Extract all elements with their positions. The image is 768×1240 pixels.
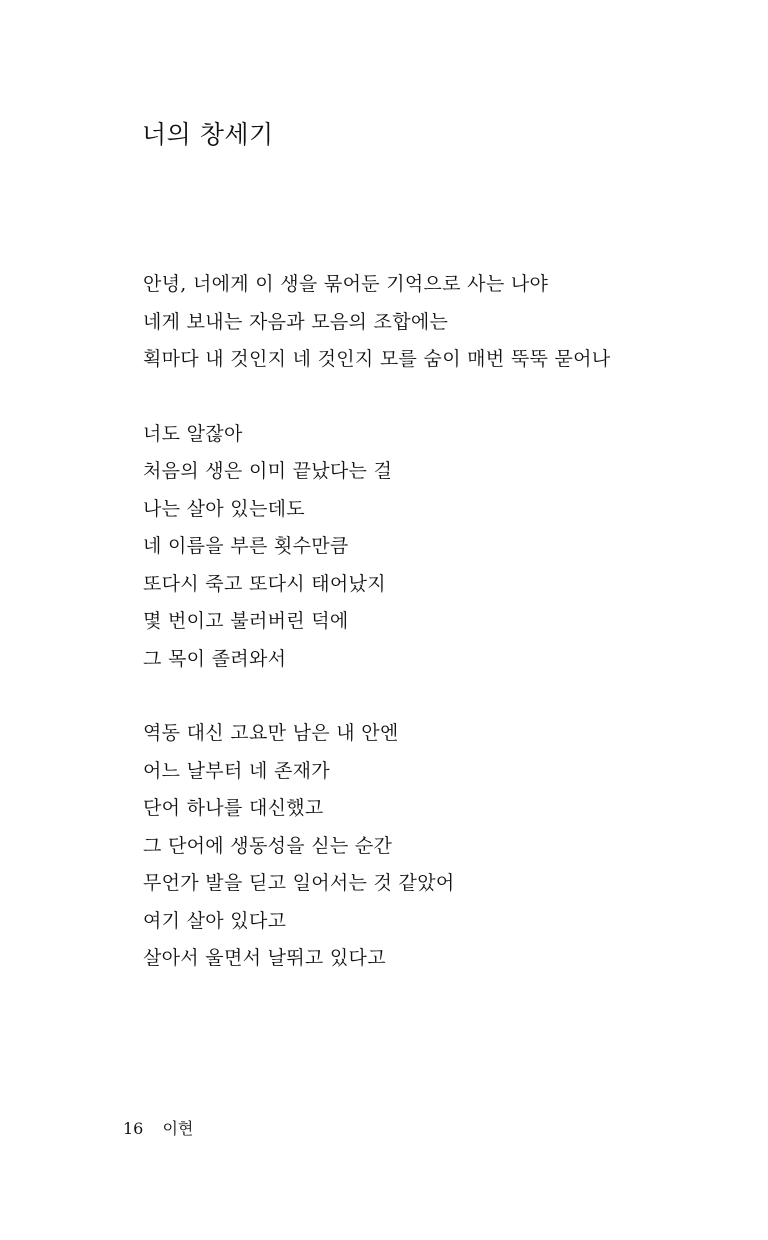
- poem-line: 몇 번이고 불러버린 덕에: [143, 610, 349, 632]
- poem-line: 역동 대신 고요만 남은 내 안엔: [143, 722, 399, 744]
- poem-line: 어느 날부터 네 존재가: [143, 759, 330, 782]
- poem-body: [143, 266, 743, 1015]
- poem-line: 단어 하나를 대신했고: [143, 797, 324, 819]
- poem-line: 그 단어에 생동성을 싣는 순간: [143, 834, 393, 857]
- poem-line: 네 이름을 부른 횟수만큼: [143, 535, 349, 557]
- stanza-3: [143, 715, 743, 978]
- page-number: 16: [123, 1119, 144, 1138]
- poem-line: 네게 보내는 자음과 모음의 조합에는: [143, 310, 449, 333]
- poem-line: 획마다 내 것인지 네 것인지 모를 숨이 매번 뚝뚝 묻어나: [143, 348, 611, 370]
- poem-line: 무언가 발을 딛고 일어서는 것 같았어: [143, 872, 455, 894]
- poem-line: 너도 알잖아: [143, 422, 243, 445]
- poem-line: 여기 살아 있다고: [143, 909, 287, 932]
- stanza-2: [143, 416, 743, 679]
- poem-line: 살아서 울면서 날뛰고 있다고: [143, 947, 386, 969]
- page-footer: [123, 1117, 193, 1141]
- poem-line: 처음의 생은 이미 끝났다는 걸: [143, 460, 393, 482]
- stanza-1: [143, 266, 743, 379]
- poem-title: 너의 창세기: [142, 120, 274, 149]
- poem-line: 나는 살아 있는데도: [143, 497, 305, 520]
- poem-line: 또다시 죽고 또다시 태어났지: [143, 572, 386, 595]
- poem-line: 안녕, 너에게 이 생을 묶어둔 기억으로 사는 나야: [143, 273, 549, 295]
- author-name: 이현: [162, 1119, 194, 1138]
- poem-line: 그 목이 졸려와서: [143, 647, 287, 670]
